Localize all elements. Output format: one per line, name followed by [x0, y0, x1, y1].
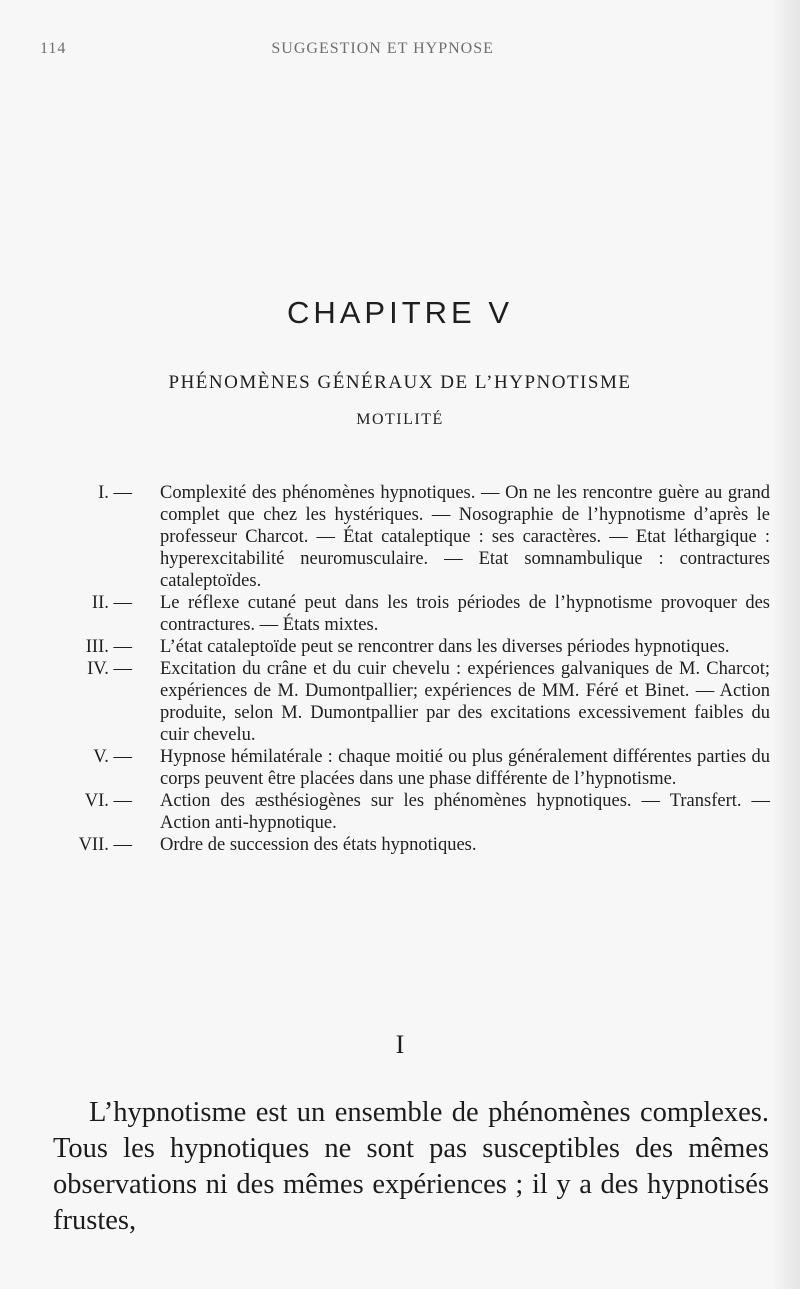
summary-item-text: Action des æsthésiogènes sur les phénomènes hypnotiques. — Transfert. — Action anti-hypnotique.: [160, 791, 770, 833]
chapter-title: CHAPITRE V: [286, 295, 514, 330]
summary-item: [40, 636, 770, 658]
summary-item: [40, 482, 770, 592]
summary-item: [40, 592, 770, 636]
summary-item-text: Excitation du crâne et du cuir chevelu : expériences galvaniques de M. Charcot; expériences de M. Dumontpallier; expériences de MM. Féré et Binet. — Action produite, selon M. Dumontpallier par des excitations excessivement faibles du cuir chevelu.: [160, 659, 770, 745]
summary-item-number: VII. —: [78, 835, 132, 855]
summary-item-number: I. —: [98, 483, 132, 503]
page-edge-shadow: [772, 0, 800, 1289]
chapter-summary: [40, 482, 770, 856]
summary-item-text: Le réflexe cutané peut dans les trois périodes de l’hypnotisme provoquer des contractures. — États mixtes.: [160, 593, 770, 635]
summary-item-text: L’état cataleptoïde peut se rencontrer dans les diverses périodes hypnotiques.: [160, 637, 730, 657]
summary-item-number: V. —: [93, 747, 132, 767]
running-head: [40, 40, 760, 58]
summary-item-number: IV. —: [87, 659, 132, 679]
summary-item-text: Ordre de succession des états hypnotiques.: [160, 835, 477, 855]
summary-item: [40, 746, 770, 790]
section-numeral: I: [395, 1030, 405, 1059]
page-number: 114: [40, 40, 67, 57]
summary-item: [40, 834, 770, 856]
summary-item-number: III. —: [85, 637, 132, 657]
chapter-subtitle: PHÉNOMÈNES GÉNÉRAUX DE L’HYPNOTISME: [168, 372, 632, 393]
summary-item-text: Complexité des phénomènes hypnotiques. — On ne les rencontre guère au grand complet que chez les hystériques. — Nosographie de l’hypnotisme d’après le professeur Charcot. — État cataleptique : ses caractères. — Etat léthargique : hyperexcitabilité neuromusculaire. — Etat somnambulique : contractures cataleptoïdes.: [160, 483, 770, 591]
summary-item-number: VI. —: [84, 791, 132, 811]
summary-item: [40, 790, 770, 834]
summary-item: [40, 658, 770, 746]
running-head-title: SUGGESTION ET HYPNOSE: [271, 40, 494, 57]
summary-item-text: Hypnose hémilatérale : chaque moitié ou plus généralement différentes parties du corps peuvent être placées dans une phase différente de l’hypnotisme.: [160, 747, 770, 789]
chapter-section-heading: MOTILITÉ: [356, 411, 444, 428]
summary-item-number: II. —: [91, 593, 132, 613]
body-paragraph: L’hypnotisme est un ensemble de phénomènes complexes. Tous les hypnotiques ne sont pas susceptibles des mêmes observations ni des mêmes expériences ; il y a des hypnotisés frustes,: [53, 1097, 769, 1236]
